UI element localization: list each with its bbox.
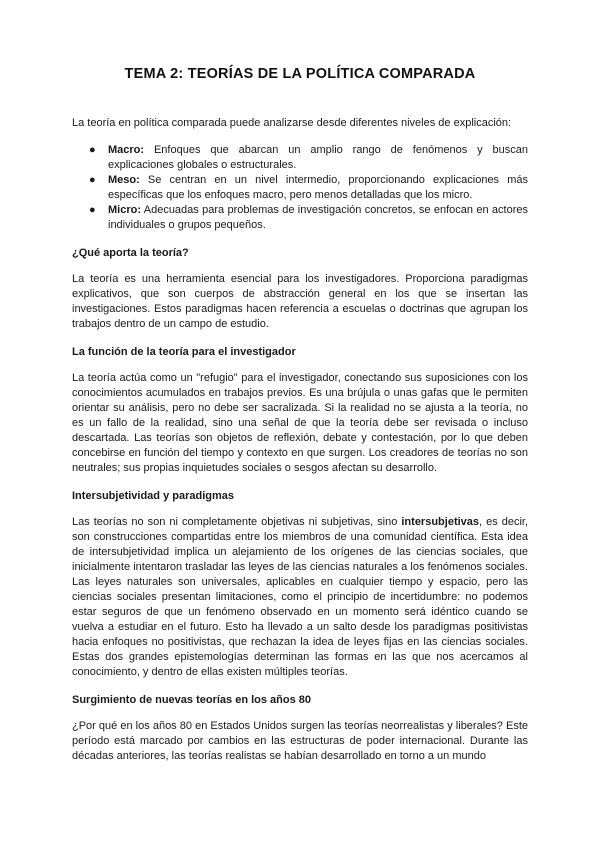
list-item-macro — [89, 143, 528, 173]
section-que-aporta — [72, 246, 528, 332]
list-item-term: Macro: — [108, 144, 145, 156]
section-heading: Intersubjetividad y paradigmas — [72, 490, 234, 502]
section-paragraph: La teoría actúa como un "refugio" para el investigador, conectando sus suposiciones con los conocimientos acumulados en trabajos previos. Es una brújula o unas gafas que le permiten orientar su análisis, pero no debe ser sacralizada. Si la realidad no se ajusta a la teoría, no es un fallo de la realidad, sino una señal de que la teoría debe ser revisada o incluso descartada. Las teorías son objetos de reflexión, debate y contestación, por lo que deben concebirse en función del tiempo y contexto en que surgen. Los creadores de teorías no son neutrales; sus propias inquietudes sociales o sesgos afectan su desarrollo. — [72, 372, 528, 474]
list-item-text: Se centran en un nivel intermedio, proporcionando explicaciones más específicas que los enfoques macro, pero menos detalladas que los micro. — [108, 174, 528, 201]
intro-paragraph: La teoría en política comparada puede analizarse desde diferentes niveles de explicación: — [72, 117, 512, 129]
bullet-icon: ● — [89, 204, 96, 216]
section-paragraph: La teoría es una herramienta esencial para los investigadores. Proporciona paradigmas explicativos, que son cuerpos de abstracción general en los que se insertan las investigaciones. Estos paradigmas hacen referencia a escuelas o doctrinas que agrupan los trabajos dentro de un campo de estudio. — [72, 273, 528, 330]
paragraph-text: , es decir, son construcciones compartidas entre los miembros de una comunidad científica. Esta idea de intersubjetividad implica un alejamiento de los orígenes de las ciencias sociales, que inicialmente intentaron trasladar las leyes de las ciencias naturales a los fenómenos sociales. Las leyes naturales son universales, aplicables en cualquier tiempo y espacio, pero las ciencias sociales presentan limitaciones, como el principio de incertidumbre: no podemos estar seguros de que un fenómeno observado en un momento será idéntico cuando se vuelva a estudiar en el futuro. Esto ha llevado a un salto desde los paradigmas positivistas hacia enfoques no positivistas, que rechazan la idea de leyes fijas en las ciencias sociales. Estas dos grandes epistemologías determinan las formas en las que nos acercamos al conocimiento, y dentro de ellas existen múltiples teorías. — [72, 516, 529, 678]
list-item-text: Adecuadas para problemas de investigación concretos, se enfocan en actores individuales o grupos pequeños. — [108, 204, 528, 231]
list-item-text: Enfoques que abarcan un amplio rango de fenómenos y buscan explicaciones globales o estructurales. — [108, 144, 528, 171]
list-item-micro — [89, 203, 528, 233]
bullet-icon: ● — [89, 144, 96, 156]
list-item-term: Micro: — [108, 204, 141, 216]
list-item-term: Meso: — [108, 174, 140, 186]
section-heading: Surgimiento de nuevas teorías en los años 80 — [72, 694, 312, 706]
levels-list — [72, 143, 528, 233]
document-title: TEMA 2: TEORÍAS DE LA POLÍTICA COMPARADA — [124, 66, 476, 82]
list-item-meso — [89, 173, 528, 203]
section-paragraph: ¿Por qué en los años 80 en Estados Unidos surgen las teorías neorrealistas y liberales? Este período está marcado por cambios en las estructuras de poder internacional. Durante las décadas anteriores, las teorías realistas se habían desarrollado en torno a un mundo — [72, 720, 528, 762]
section-intersubjetividad — [72, 489, 528, 680]
section-paragraph — [72, 515, 528, 680]
bullet-icon: ● — [89, 174, 96, 186]
section-heading: La función de la teoría para el investigador — [72, 346, 296, 358]
section-funcion-teoria — [72, 345, 528, 476]
section-anos-80 — [72, 693, 528, 764]
document-page — [72, 66, 528, 777]
paragraph-text: Las teorías no son ni completamente objetivas ni subjetivas, sino — [72, 516, 402, 528]
bold-term: intersubjetivas — [401, 516, 480, 528]
section-heading: ¿Qué aporta la teoría? — [72, 247, 189, 259]
